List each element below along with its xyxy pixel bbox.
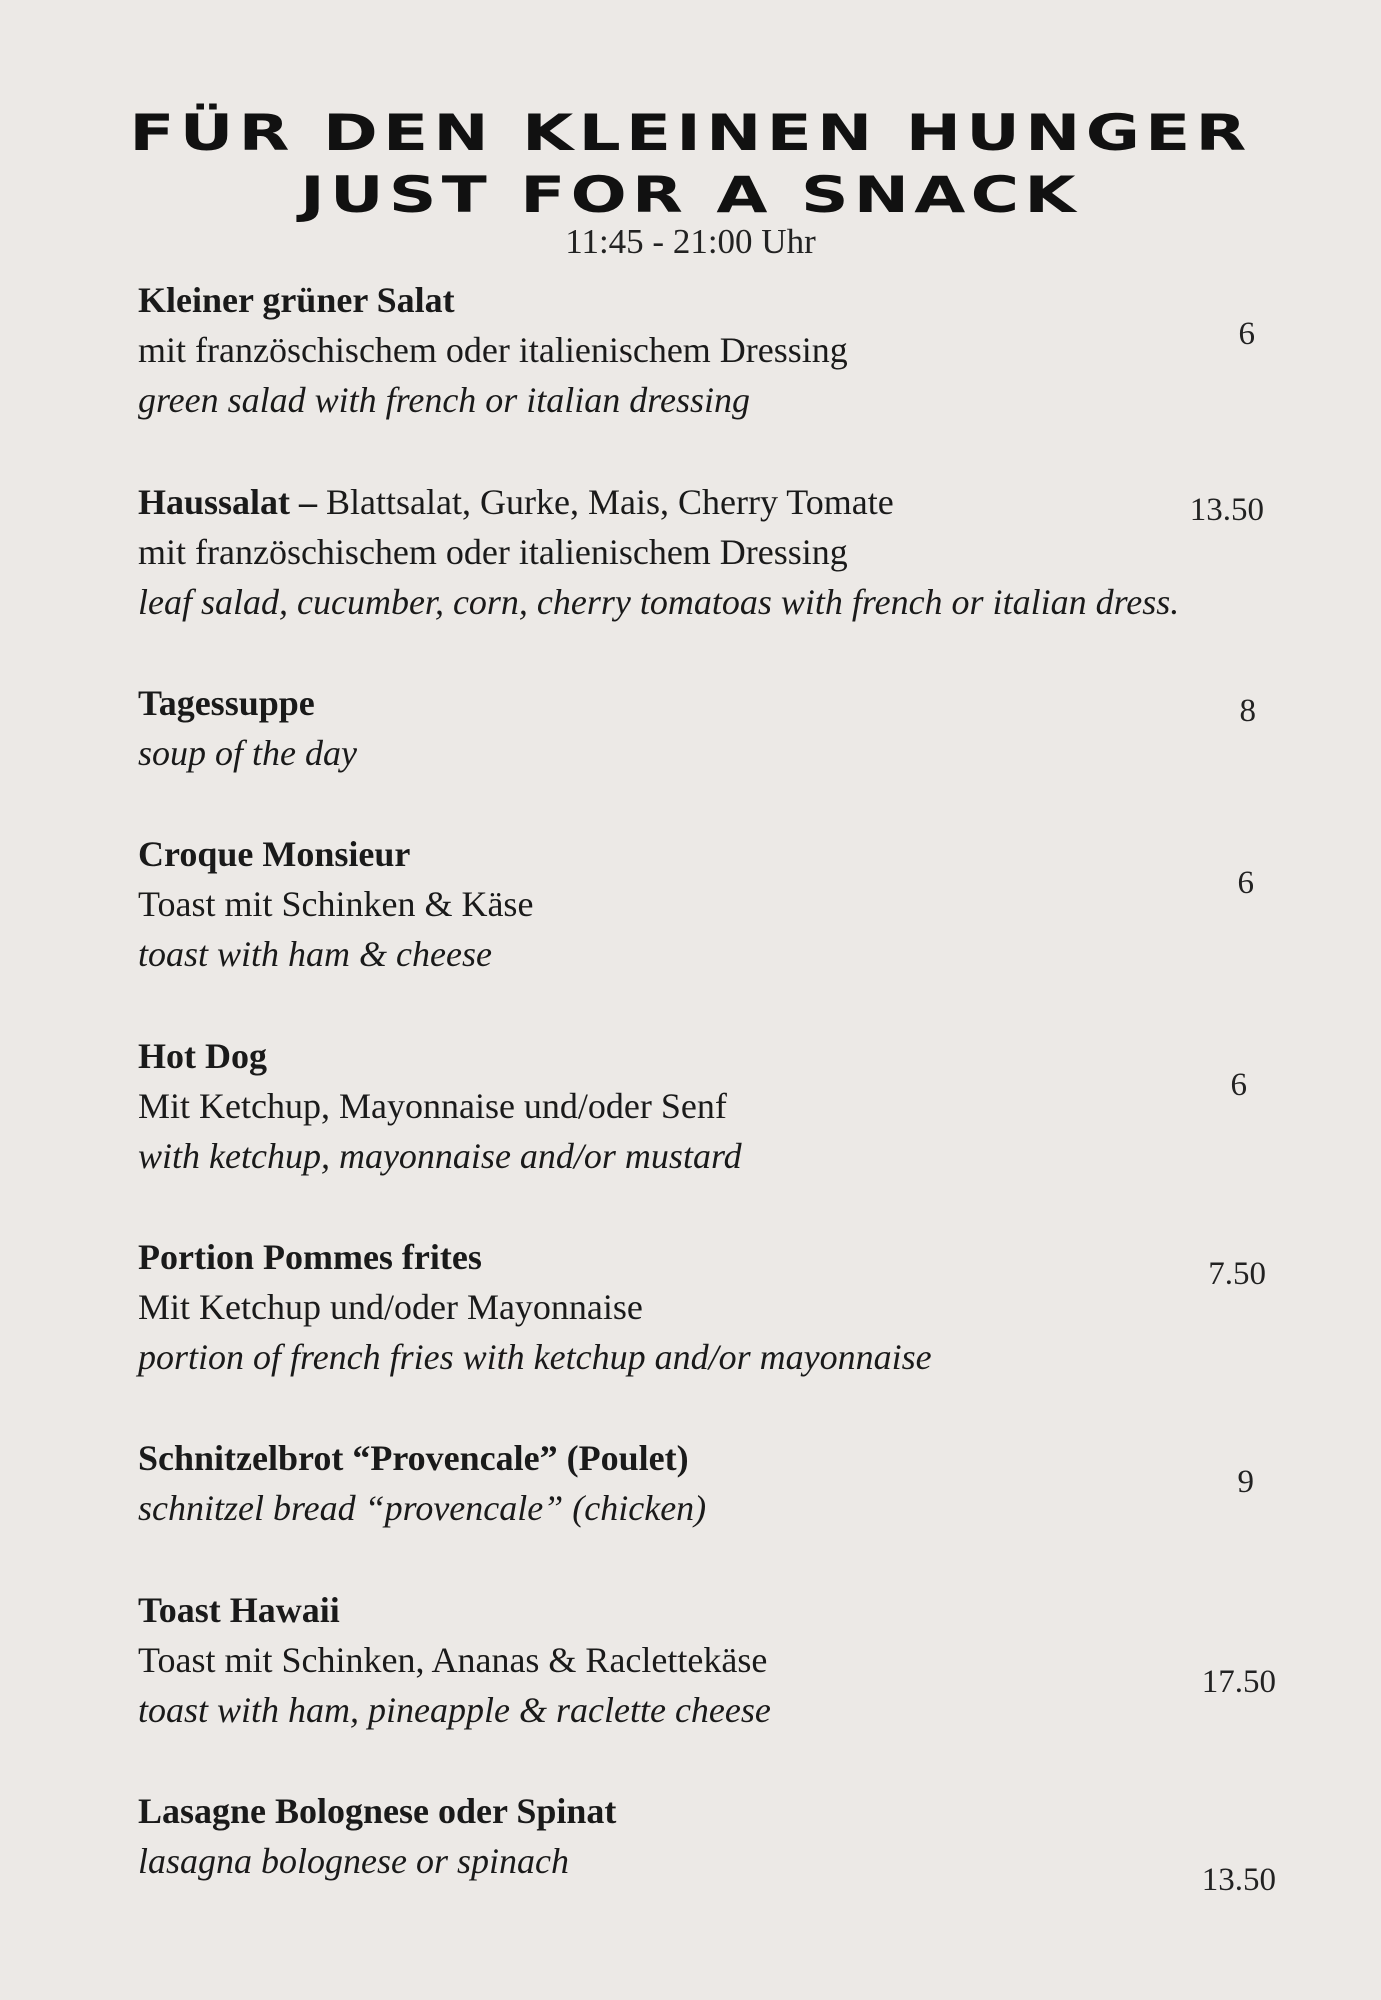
item-name: Hot Dog	[138, 1036, 267, 1076]
item-description-en: soup of the day	[138, 733, 357, 773]
menu-item-schnitzelbrot	[138, 1433, 1238, 1533]
menu-item-hot-dog	[138, 1031, 1238, 1181]
item-name: Toast Hawaii	[138, 1590, 340, 1630]
menu-title-english: JUST FOR A SNACK	[300, 166, 1081, 224]
item-description-en: toast with ham & cheese	[138, 934, 492, 974]
item-description-en: portion of french fries with ketchup and/or mayonnaise	[138, 1337, 932, 1377]
item-price: 9	[1237, 1464, 1254, 1500]
item-description-en: with ketchup, mayonnaise and/or mustard	[138, 1136, 742, 1176]
menu-item-haussalat	[138, 477, 1238, 627]
menu-item-toast-hawaii	[138, 1585, 1238, 1735]
item-price: 13.50	[1189, 492, 1264, 528]
item-description-en: schnitzel bread “provencale” (chicken)	[138, 1488, 707, 1528]
item-name: Kleiner grüner Salat	[138, 280, 455, 320]
item-price: 6	[1230, 1067, 1247, 1103]
menu-item-lasagne	[138, 1786, 1238, 1886]
item-description-de: Mit Ketchup, Mayonnaise und/oder Senf	[138, 1086, 727, 1126]
item-price: 6	[1237, 865, 1254, 901]
menu-item-tagessuppe	[138, 678, 1238, 778]
item-name: Croque Monsieur	[138, 834, 411, 874]
item-price: 7.50	[1208, 1256, 1266, 1292]
item-description-en: green salad with french or italian dressing	[138, 380, 750, 420]
item-description-de: Mit Ketchup und/oder Mayonnaise	[138, 1287, 643, 1327]
item-description-de: mit französchischem oder italienischem Dressing	[138, 330, 848, 370]
item-price: 13.50	[1201, 1862, 1276, 1898]
item-name: Portion Pommes frites	[138, 1237, 482, 1277]
menu-item-kleiner-gruener-salat	[138, 275, 1238, 425]
menu-item-croque-monsieur	[138, 829, 1238, 979]
item-description-de: Toast mit Schinken & Käse	[138, 884, 534, 924]
item-name: Schnitzelbrot “Provencale” (Poulet)	[138, 1438, 689, 1478]
item-description-en: toast with ham, pineapple & raclette cheese	[138, 1690, 771, 1730]
item-description-en: lasagna bolognese or spinach	[138, 1841, 569, 1881]
menu-item-pommes-frites	[138, 1232, 1238, 1382]
item-description-de: mit französchischem oder italienischem Dressing	[138, 532, 848, 572]
item-price: 6	[1238, 316, 1255, 352]
item-name: Tagessuppe	[138, 683, 315, 723]
item-name-suffix: Blattsalat, Gurke, Mais, Cherry Tomate	[317, 482, 894, 522]
opening-hours: 11:45 - 21:00 Uhr	[565, 222, 816, 261]
item-description-de: Toast mit Schinken, Ananas & Raclettekäse	[138, 1640, 768, 1680]
item-price: 8	[1239, 693, 1256, 729]
item-name: Lasagne Bolognese oder Spinat	[138, 1791, 617, 1831]
item-price: 17.50	[1201, 1664, 1276, 1700]
menu-title-german: FÜR DEN KLEINEN HUNGER	[129, 104, 1252, 162]
item-description-en: leaf salad, cucumber, corn, cherry tomatoas with french or italian dress.	[138, 582, 1180, 622]
item-name: Haussalat –	[138, 482, 318, 522]
